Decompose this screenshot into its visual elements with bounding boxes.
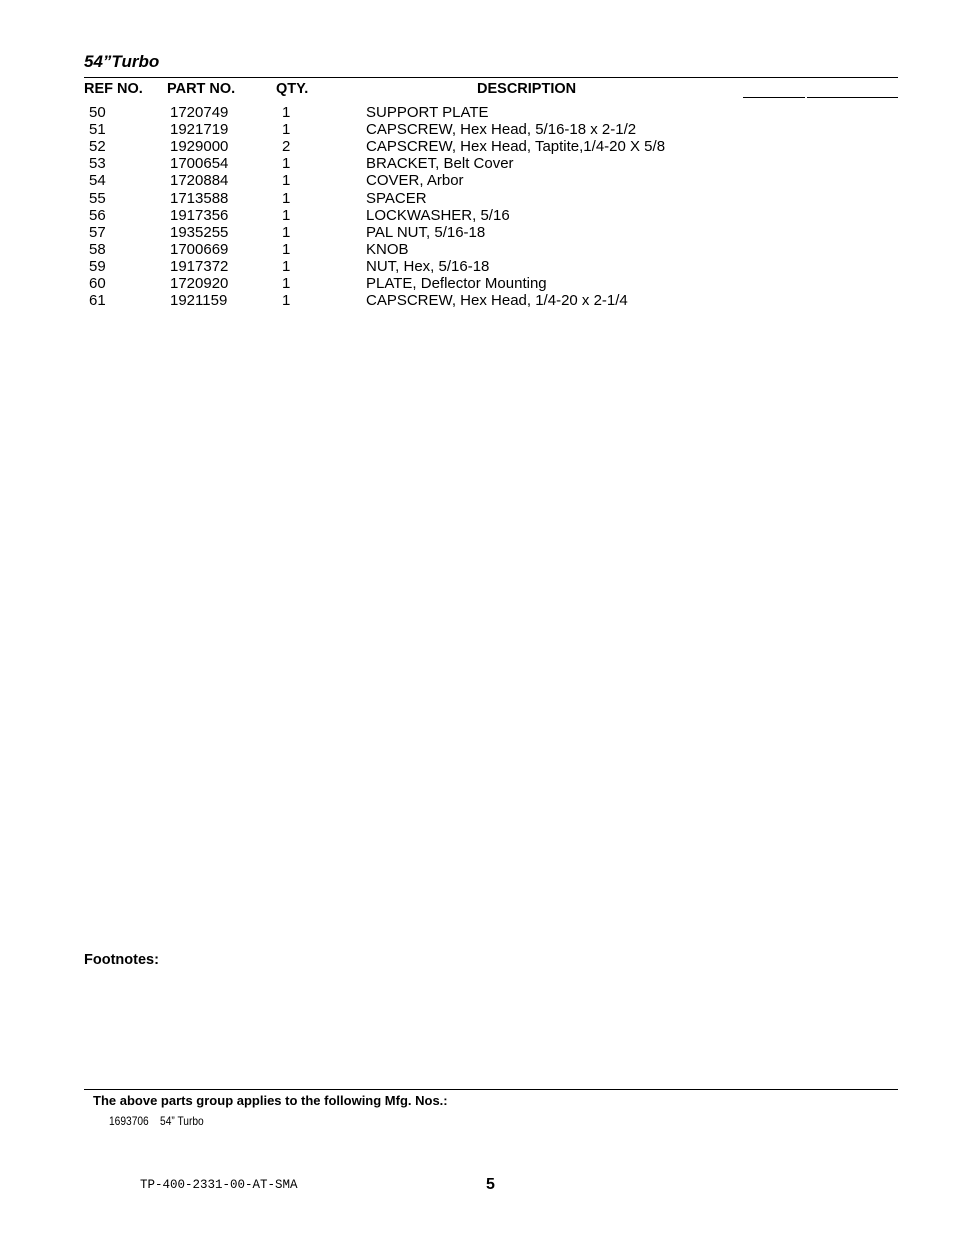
qty-cell: 1 [282, 275, 291, 292]
description-cell: SPACER [366, 189, 427, 207]
ref-no-cell: 57 [89, 223, 106, 241]
qty-cell: 1 [282, 189, 291, 207]
mfg-model: 54” Turbo [160, 1114, 204, 1128]
qty-cell: 1 [282, 172, 291, 190]
part-no-cell: 1720920 [170, 275, 229, 292]
ref-no-cell: 56 [89, 206, 106, 224]
ref-no-cell: 52 [89, 138, 106, 156]
qty-cell: 1 [282, 104, 291, 121]
table-row [0, 275, 954, 292]
page-number: 5 [486, 1176, 495, 1193]
header-qty: QTY. [276, 81, 309, 97]
table-row [0, 207, 954, 224]
applies-label: The above parts group applies to the following Mfg. Nos.: [93, 1093, 448, 1108]
qty-cell: 1 [282, 155, 291, 173]
ref-no-cell: 55 [89, 189, 106, 207]
ref-no-cell: 60 [89, 275, 106, 292]
qty-cell: 1 [282, 206, 291, 224]
part-no-cell: 1921719 [170, 121, 229, 139]
description-cell: PLATE, Deflector Mounting [366, 275, 547, 292]
ref-no-cell: 54 [89, 172, 106, 190]
table-row [0, 224, 954, 241]
header-ref-no: REF NO. [84, 81, 143, 97]
part-no-cell: 1700654 [170, 155, 229, 173]
header-underline [807, 97, 898, 98]
description-cell: CAPSCREW, Hex Head, Taptite,1/4-20 X 5/8 [366, 138, 666, 156]
description-cell: COVER, Arbor [366, 172, 464, 190]
description-cell: PAL NUT, 5/16-18 [366, 223, 486, 241]
part-no-cell: 1720749 [170, 104, 229, 121]
table-row [0, 138, 954, 155]
applies-rule [84, 1089, 898, 1090]
description-cell: CAPSCREW, Hex Head, 1/4-20 x 2-1/4 [366, 292, 628, 310]
part-no-cell: 1700669 [170, 240, 229, 258]
table-row [0, 241, 954, 258]
header-part-no: PART NO. [167, 81, 236, 97]
table-row [0, 121, 954, 138]
qty-cell: 1 [282, 240, 291, 258]
qty-cell: 1 [282, 257, 291, 275]
description-cell: NUT, Hex, 5/16-18 [366, 257, 490, 275]
qty-cell: 1 [282, 223, 291, 241]
table-row [0, 292, 954, 309]
description-cell: KNOB [366, 240, 409, 258]
description-cell: SUPPORT PLATE [366, 104, 489, 121]
description-cell: CAPSCREW, Hex Head, 5/16-18 x 2-1/2 [366, 121, 637, 139]
table-row [0, 155, 954, 172]
mfg-number: 1693706 [109, 1114, 149, 1128]
table-row [0, 172, 954, 189]
document-number: TP-400-2331-00-AT-SMA [140, 1178, 298, 1192]
mfg-entry [109, 1114, 212, 1128]
part-no-cell: 1935255 [170, 223, 229, 241]
header-rule [84, 77, 898, 78]
ref-no-cell: 50 [89, 104, 106, 121]
header-underline [743, 97, 805, 98]
ref-no-cell: 53 [89, 155, 106, 173]
qty-cell: 2 [282, 138, 291, 156]
footnotes-label: Footnotes: [84, 952, 159, 968]
part-no-cell: 1921159 [170, 292, 228, 310]
page-title: 54”Turbo [84, 52, 160, 71]
ref-no-cell: 58 [89, 240, 106, 258]
ref-no-cell: 59 [89, 257, 106, 275]
qty-cell: 1 [282, 121, 291, 139]
part-no-cell: 1720884 [170, 172, 229, 190]
ref-no-cell: 51 [89, 121, 106, 139]
part-no-cell: 1917356 [170, 206, 229, 224]
qty-cell: 1 [282, 292, 291, 310]
table-row [0, 104, 954, 121]
table-row [0, 190, 954, 207]
description-cell: BRACKET, Belt Cover [366, 155, 514, 173]
part-no-cell: 1713588 [170, 189, 229, 207]
description-cell: LOCKWASHER, 5/16 [366, 206, 510, 224]
ref-no-cell: 61 [89, 292, 106, 310]
part-no-cell: 1929000 [170, 138, 229, 156]
header-description: DESCRIPTION [477, 81, 577, 97]
part-no-cell: 1917372 [170, 257, 229, 275]
table-row [0, 258, 954, 275]
